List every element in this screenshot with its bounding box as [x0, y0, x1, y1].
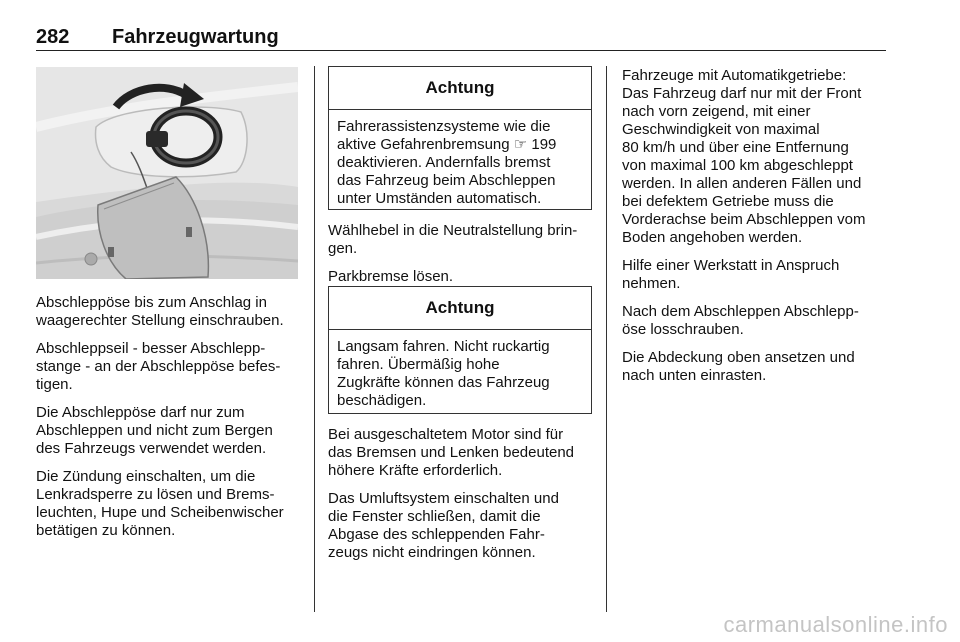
text-line: Die Abschleppöse darf nur zum	[36, 404, 245, 421]
text-line: bei defektem Getriebe muss die	[622, 193, 834, 210]
text-line: Das Fahrzeug darf nur mit der Front	[622, 85, 862, 102]
paragraph	[622, 303, 886, 339]
paragraph	[328, 426, 592, 480]
text-line: stange - an der Abschleppöse befes-	[36, 358, 281, 375]
warning-notice-driver-assist	[328, 66, 592, 210]
text-line: nehmen.	[622, 275, 681, 292]
text-line: gen.	[328, 240, 358, 257]
text-line: unter Umständen automatisch.	[337, 190, 542, 207]
text-line: nach unten einrasten.	[622, 367, 767, 384]
paragraph	[36, 294, 302, 330]
text-line: Boden angehoben werden.	[622, 229, 803, 246]
text-line: waagerechter Stellung einschrauben.	[36, 312, 284, 329]
header-rule	[36, 50, 886, 51]
warning-notice-drive-slowly	[328, 286, 592, 414]
text-line: Wählhebel in die Neutralstellung brin-	[328, 222, 578, 239]
text-line: Fahrerassistenzsysteme wie die	[337, 118, 551, 135]
text-line: Nach dem Abschleppen Abschlepp-	[622, 303, 859, 320]
text-line: nach vorn zeigend, mit einer	[622, 103, 811, 120]
text-line: fahren. Übermäßig hohe	[337, 356, 500, 373]
text-line: öse losschrauben.	[622, 321, 744, 338]
text-line: Das Umluftsystem einschalten und	[328, 490, 559, 507]
text-line: die Fenster schließen, damit die	[328, 508, 541, 525]
notice-body	[329, 110, 591, 208]
text-line: zeugs nicht eindringen können.	[328, 544, 536, 561]
text-line: leuchten, Hupe und Scheibenwischer	[36, 504, 284, 521]
column-divider-left	[314, 66, 315, 612]
text-line: Abschleppen und nicht zum Bergen	[36, 422, 273, 439]
text-line: Abschleppseil - besser Abschlepp-	[36, 340, 266, 357]
paragraph	[36, 340, 302, 394]
column-2-middle	[328, 222, 592, 296]
text-line: Abgase des schleppenden Fahr-	[328, 526, 545, 543]
paragraph	[328, 490, 592, 562]
text-line: Die Zündung einschalten, um die	[36, 468, 256, 485]
text-line: beschädigen.	[337, 392, 427, 409]
notice-title: Achtung	[329, 287, 591, 330]
tow-eye-installation-illustration-icon	[36, 67, 298, 279]
text-line: Vorderachse beim Abschleppen vom	[622, 211, 866, 228]
column-3	[622, 67, 886, 395]
page-number: 282	[36, 26, 70, 48]
paragraph	[622, 67, 886, 247]
text-line: Bei ausgeschaltetem Motor sind für	[328, 426, 564, 443]
paragraph	[622, 257, 886, 293]
text-line: Fahrzeuge mit Automatikgetriebe:	[622, 67, 847, 84]
text-line: Geschwindigkeit von maximal	[622, 121, 820, 138]
text-line: Langsam fahren. Nicht ruckartig	[337, 338, 550, 355]
page-header	[36, 26, 886, 52]
text-line: von maximal 100 km abgeschleppt	[622, 157, 853, 174]
text-line: das Bremsen und Lenken bedeutend	[328, 444, 575, 461]
text-line: Abschleppöse bis zum Anschlag in	[36, 294, 267, 311]
paragraph	[622, 349, 886, 385]
watermark: carmanualsonline.info	[723, 612, 948, 637]
text-line: Hilfe einer Werkstatt in Anspruch	[622, 257, 840, 274]
tow-eye-illustration	[36, 67, 298, 279]
notice-body	[329, 330, 591, 410]
text-line: Die Abdeckung oben ansetzen und	[622, 349, 855, 366]
text-line: das Fahrzeug beim Abschleppen	[337, 172, 556, 189]
text-line: werden. In allen anderen Fällen und	[622, 175, 862, 192]
column-1	[36, 294, 302, 550]
paragraph	[36, 468, 302, 540]
text-line: Parkbremse lösen.	[328, 268, 454, 285]
text-line: deaktivieren. Andernfalls bremst	[337, 154, 551, 171]
text-line: betätigen zu können.	[36, 522, 176, 539]
paragraph	[328, 222, 592, 258]
column-2-bottom	[328, 426, 592, 572]
text-line: Lenkradsperre zu lösen und Brems-	[36, 486, 275, 503]
paragraph	[328, 268, 592, 286]
paragraph	[36, 404, 302, 458]
chapter-title: Fahrzeugwartung	[112, 26, 279, 48]
notice-title: Achtung	[329, 67, 591, 110]
text-line: tigen.	[36, 376, 73, 393]
text-line: höhere Kräfte erforderlich.	[328, 462, 503, 479]
column-divider-right	[606, 66, 607, 612]
text-line: 80 km/h und über eine Entfernung	[622, 139, 849, 156]
text-line: Zugkräfte können das Fahrzeug	[337, 374, 550, 391]
text-line: aktive Gefahrenbremsung ☞ 199	[337, 136, 557, 153]
text-line: des Fahrzeugs verwendet werden.	[36, 440, 267, 457]
